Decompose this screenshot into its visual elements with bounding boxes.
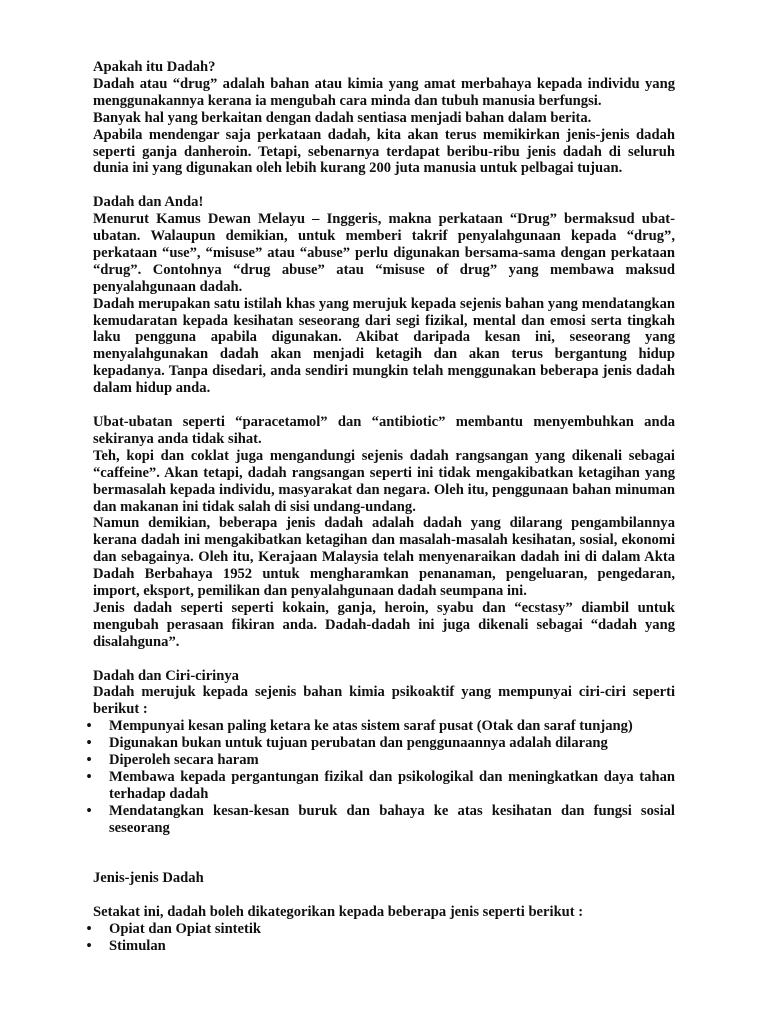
list-item [86,802,675,837]
paragraph: Jenis dadah seperti seperti kokain, ganja, heroin, syabu dan “ecstasy” diambil untuk mengubah perasaan fikiran anda. Dadah-dadah ini juga dikenali sebagai “dadah yang disalahguna”. [93,599,675,650]
drug-types-list [86,921,675,955]
spacer [93,837,675,871]
bullet-icon: • [86,921,92,938]
bullet-icon: • [86,769,92,786]
paragraph: Dadah atau “drug” adalah bahan atau kimia yang amat merbahaya kepada individu yang menggunakannya kerana ia mengubah cara minda dan tubuh manusia berfungsi. [93,75,675,109]
paragraph: Banyak hal yang berkaitan dengan dadah sentiasa menjadi bahan dalam berita. [93,109,592,126]
bullet-icon: • [86,752,92,769]
paragraph: Menurut Kamus Dewan Melayu – Inggeris, makna perkataan “Drug” bermaksud ubat-ubatan. Walaupun demikian, untuk memberi takrif penyalahgunaan kepada “drug”, perkataan “use”, “misuse” atau “abuse” perlu digunakan bersama-sama dengan perkataan “drug”. Contohnya “drug abuse” atau “misuse of drug” yang membawa maksud penyalahgunaan dadah. [93,211,675,295]
spacer [93,397,675,414]
list-item-text: Diperoleh secara haram [109,752,259,769]
section-heading-dadah-dan-ciri-cirinya: Dadah dan Ciri-cirinya [93,667,239,684]
bullet-icon: • [86,802,92,819]
spacer [93,177,675,194]
list-item [86,938,675,955]
spacer [93,651,675,668]
paragraph: Namun demikian, beberapa jenis dadah adalah dadah yang dilarang pengambilannya kerana dadah ini mengakibatkan ketagihan dan masalah-masalah kesihatan, sosial, ekonomi dan sebagainya. Oleh itu, Kerajaan Malaysia telah menyenaraikan dadah ini di dalam Akta Dadah Berbahaya 1952 untuk mengharamkan penanaman, pengeluaran, pengedaran, import, eksport, pemilikan dan penyalahgunaan dadah seumpana ini. [93,515,675,600]
list-item [86,735,675,752]
paragraph: Apabila mendengar saja perkataan dadah, kita akan terus memikirkan jenis-jenis dadah seperti ganja danheroin. Tetapi, sebenarnya terdapat beribu-ribu jenis dadah di seluruh dunia ini yang digunakan oleh lebih kurang 200 juta manusia untuk pelbagai tujuan. [93,126,675,177]
list-item-text: Membawa kepada pergantungan fizikal dan psikologikal dan meningkatkan daya tahan terhadap dadah [109,769,675,802]
document-page [86,59,675,955]
list-item-text: Mendatangkan kesan-kesan buruk dan bahaya ke atas kesihatan dan fungsi sosial seseorang [109,802,675,836]
list-item [86,752,675,769]
list-item [86,769,675,803]
section-heading-dadah-dan-anda: Dadah dan Anda! [93,194,204,211]
list-item-text: Digunakan bukan untuk tujuan perubatan dan penggunaannya adalah dilarang [109,735,608,752]
list-item [86,921,675,938]
section-heading-jenis-jenis-dadah: Jenis-jenis Dadah [93,870,204,887]
paragraph: Ubat-ubatan seperti “paracetamol” dan “antibiotic” membantu menyembuhkan anda sekiranya anda tidak sihat. [93,414,675,447]
list-item-text: Mempunyai kesan paling ketara ke atas sistem saraf pusat (Otak dan saraf tunjang) [109,718,633,735]
paragraph: Teh, kopi dan coklat juga mengandungi sejenis dadah rangsangan yang dikenali sebagai “caffeine”. Akan tetapi, dadah rangsangan seperti ini tidak mengakibatkan ketagihan yang bermasalah kepada individu, masyarakat dan negara. Oleh itu, penggunaan bahan minuman dan makanan ini tidak salah di sisi undang-undang. [93,447,675,515]
list-item [86,718,675,735]
characteristics-list [86,718,675,836]
section-heading-apakah-itu-dadah: Apakah itu Dadah? [93,59,216,75]
bullet-icon: • [86,718,92,735]
bullet-icon: • [86,735,92,752]
paragraph: Dadah merujuk kepada sejenis bahan kimia psikoaktif yang mempunyai ciri-ciri seperti berikut : [93,684,675,718]
list-item-text: Stimulan [109,938,166,955]
paragraph: Dadah merupakan satu istilah khas yang merujuk kepada sejenis bahan yang mendatangkan kemudaratan kepada kesihatan seseorang dari segi fizikal, mental dan emosi serta tingkah laku pengguna apabila digunakan. Akibat daripada kesan ini, seseorang yang menyalahgunakan dadah akan menjadi ketagih dan akan terus bergantung hidup kepadanya. Tanpa disedari, anda sendiri mungkin telah menggunakan beberapa jenis dadah dalam hidup anda. [93,295,675,397]
list-item-text: Opiat dan Opiat sintetik [109,921,262,938]
bullet-icon: • [86,938,92,955]
paragraph: Setakat ini, dadah boleh dikategorikan kepada beberapa jenis seperti berikut : [93,904,584,921]
spacer [93,887,675,904]
